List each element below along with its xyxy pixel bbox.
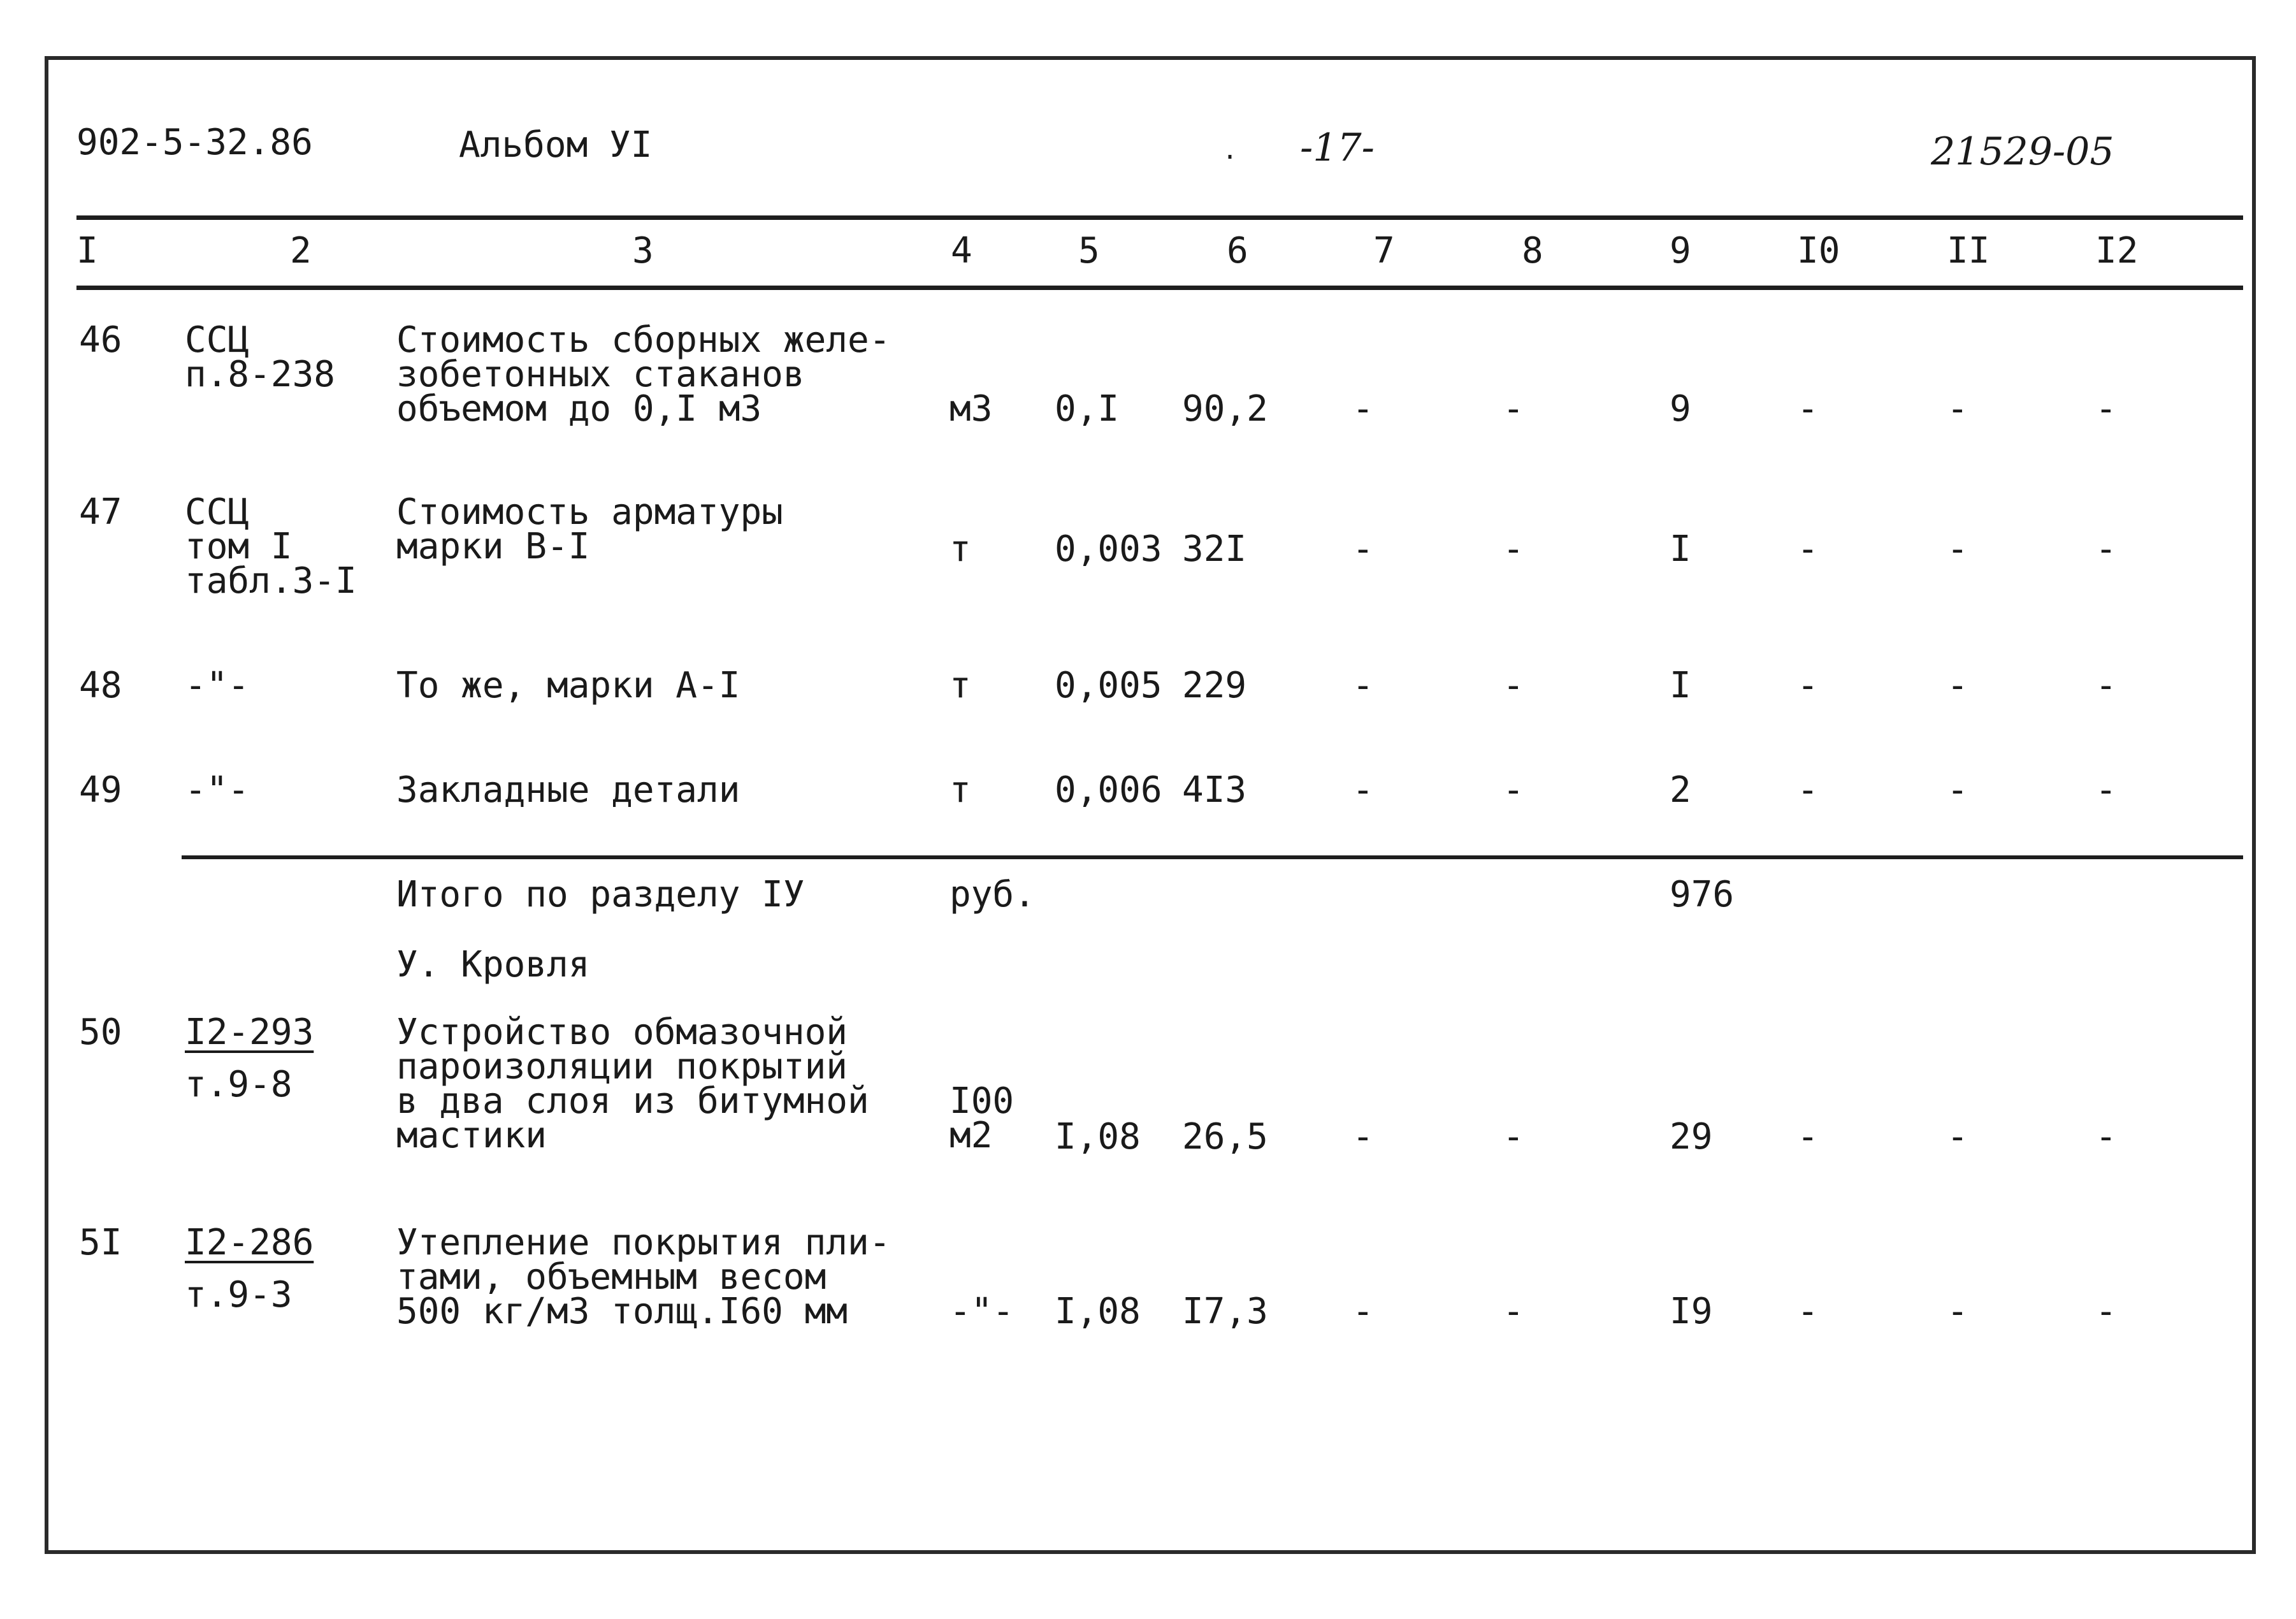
row-col8: -: [1503, 528, 1524, 570]
col-head-9: 9: [1670, 230, 1691, 272]
row-col11: -: [1947, 388, 1968, 430]
row-price: 90,2: [1182, 388, 1268, 430]
header-rule-top: [76, 215, 2243, 220]
row-number: 5I: [79, 1222, 122, 1263]
row-number: 49: [79, 769, 122, 811]
row-col9: 29: [1670, 1116, 1713, 1158]
row-col7: -: [1352, 1291, 1374, 1332]
row-col8: -: [1503, 1291, 1524, 1332]
row-col10: -: [1797, 528, 1819, 570]
row-col10: -: [1797, 388, 1819, 430]
row-desc: Стоимость сборных желе-: [396, 319, 891, 361]
row-col7: -: [1352, 1116, 1374, 1158]
row-ref: табл.3-I: [185, 560, 357, 602]
row-ref: ССЦ: [185, 491, 250, 533]
col-head-12: I2: [2095, 230, 2139, 272]
row-desc: тами, объемным весом: [396, 1256, 827, 1298]
row-col11: -: [1947, 665, 1968, 706]
row-col9: I: [1670, 528, 1691, 570]
row-desc: Утепление покрытия пли-: [396, 1222, 891, 1263]
row-col12: -: [2095, 769, 2117, 811]
col-head-7: 7: [1373, 230, 1395, 272]
row-col12: -: [2095, 1116, 2117, 1158]
row-qty: 0,003: [1055, 528, 1162, 570]
row-number: 48: [79, 665, 122, 706]
row-ref: том I: [185, 526, 292, 567]
row-col9: 9: [1670, 388, 1691, 430]
subtotal-unit: руб.: [949, 874, 1036, 915]
col-head-8: 8: [1522, 230, 1543, 272]
row-col11: -: [1947, 528, 1968, 570]
row-unit: м2: [949, 1115, 993, 1156]
col-head-3: 3: [632, 230, 654, 272]
row-desc: 500 кг/м3 толщ.I60 мм: [396, 1291, 848, 1332]
col-head-11: II: [1947, 230, 1990, 272]
row-ref: I2-293: [185, 1012, 314, 1053]
row-ref: -"-: [185, 769, 250, 811]
row-col11: -: [1947, 1291, 1968, 1332]
row-col10: -: [1797, 1291, 1819, 1332]
row-desc: Закладные детали: [396, 769, 740, 811]
row-desc: Стоимость арматуры: [396, 491, 783, 533]
row-col10: -: [1797, 665, 1819, 706]
row-qty: 0,I: [1055, 388, 1120, 430]
col-head-1: I: [76, 230, 98, 272]
row-desc: зобетонных стаканов: [396, 354, 805, 395]
row-qty: I,08: [1055, 1116, 1141, 1158]
row-price: I7,3: [1182, 1291, 1268, 1332]
row-col8: -: [1503, 665, 1524, 706]
row-ref: п.8-238: [185, 354, 336, 395]
row-ref: т.9-8: [185, 1064, 292, 1105]
row-col11: -: [1947, 1116, 1968, 1158]
row-unit: т: [949, 528, 971, 570]
row-unit: -"-: [949, 1291, 1014, 1332]
row-qty: I,08: [1055, 1291, 1141, 1332]
row-ref: -"-: [185, 665, 250, 706]
header-dot: .: [1222, 136, 1238, 165]
row-ref: ССЦ: [185, 319, 250, 361]
row-col9: 2: [1670, 769, 1691, 811]
row-desc: То же, марки А-I: [396, 665, 740, 706]
row-unit: т: [949, 665, 971, 706]
doc-code: 902-5-32.86: [76, 122, 313, 163]
row-col10: -: [1797, 1116, 1819, 1158]
row-col7: -: [1352, 769, 1374, 811]
row-desc: марки В-I: [396, 526, 590, 567]
row-col12: -: [2095, 388, 2117, 430]
row-unit: т: [949, 769, 971, 811]
album-title: Альбом УI: [459, 124, 653, 166]
subtotal-value: 976: [1670, 874, 1735, 915]
subtotal-rule: [182, 855, 2243, 859]
row-col8: -: [1503, 388, 1524, 430]
row-col7: -: [1352, 665, 1374, 706]
row-unit: I00: [949, 1080, 1014, 1122]
inventory-number: 21529-05: [1931, 129, 2114, 174]
row-col10: -: [1797, 769, 1819, 811]
row-col9: I: [1670, 665, 1691, 706]
section-title: У. Кровля: [396, 944, 590, 985]
row-desc: в два слоя из битумной: [396, 1080, 869, 1122]
row-col8: -: [1503, 1116, 1524, 1158]
row-col7: -: [1352, 388, 1374, 430]
row-ref: I2-286: [185, 1222, 314, 1263]
row-price: 26,5: [1182, 1116, 1268, 1158]
row-desc: объемом до 0,I м3: [396, 388, 762, 430]
row-price: 4I3: [1182, 769, 1247, 811]
row-col11: -: [1947, 769, 1968, 811]
row-col8: -: [1503, 769, 1524, 811]
row-col7: -: [1352, 528, 1374, 570]
row-col12: -: [2095, 1291, 2117, 1332]
subtotal-label: Итого по разделу IУ: [396, 874, 805, 915]
row-price: 229: [1182, 665, 1247, 706]
col-head-4: 4: [951, 230, 972, 272]
row-desc: пароизоляции покрытий: [396, 1046, 848, 1087]
header-rule-bottom: [76, 286, 2243, 290]
col-head-5: 5: [1078, 230, 1100, 272]
row-col12: -: [2095, 665, 2117, 706]
row-desc: Устройство обмазочной: [396, 1012, 848, 1053]
row-qty: 0,006: [1055, 769, 1162, 811]
row-col9: I9: [1670, 1291, 1713, 1332]
col-head-10: I0: [1797, 230, 1840, 272]
page-number: -17-: [1300, 126, 1375, 170]
row-unit: м3: [949, 388, 993, 430]
row-number: 50: [79, 1012, 122, 1053]
row-price: 32I: [1182, 528, 1247, 570]
row-qty: 0,005: [1055, 665, 1162, 706]
row-number: 47: [79, 491, 122, 533]
row-desc: мастики: [396, 1115, 547, 1156]
row-ref: т.9-3: [185, 1274, 292, 1316]
col-head-6: 6: [1227, 230, 1248, 272]
row-number: 46: [79, 319, 122, 361]
row-col12: -: [2095, 528, 2117, 570]
col-head-2: 2: [290, 230, 312, 272]
